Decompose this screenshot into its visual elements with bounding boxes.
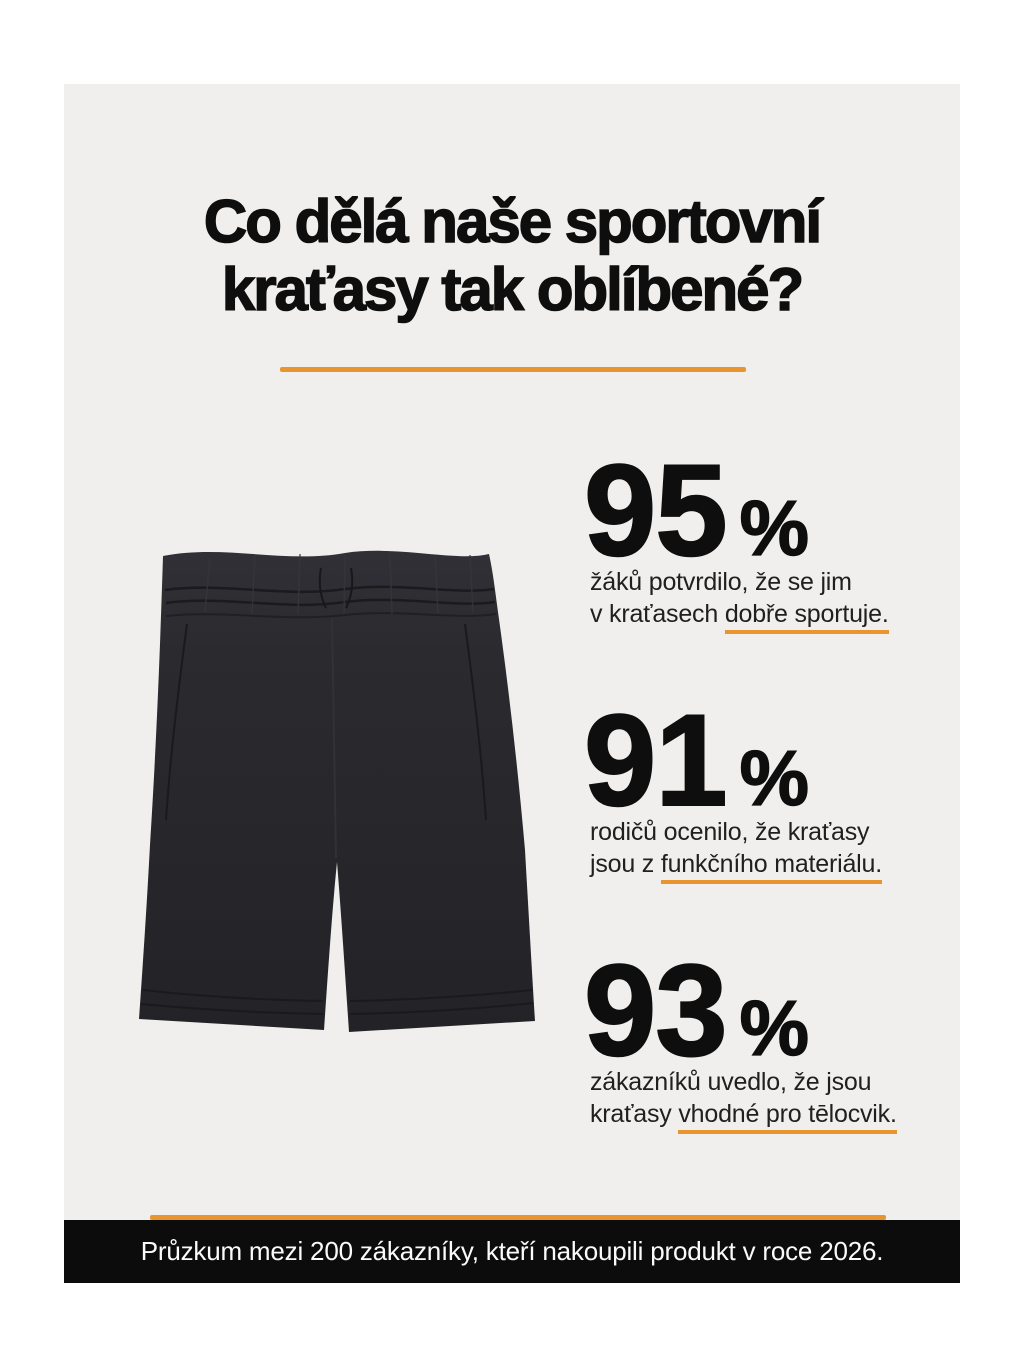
stat-3-description (590, 1066, 954, 1130)
stat-block-3 (584, 937, 954, 1128)
stat-3-underlined-phrase: vhodné pro tēlocvik. (678, 1100, 896, 1134)
stat-2-percent-sign: % (739, 734, 808, 822)
stat-2-desc-line-1: rodičů ocenilo, že kraťasy (590, 818, 870, 846)
stat-block-2 (584, 687, 954, 878)
stat-3-desc-line-2 (590, 1098, 954, 1130)
stat-2-description (590, 816, 954, 880)
shorts-image (135, 540, 540, 1040)
title-line-2: kraťasy tak oblíbené? (221, 256, 803, 323)
footer-divider-line (150, 1215, 886, 1220)
stat-2-value: 91 (584, 687, 727, 833)
page-title (64, 188, 960, 324)
title-divider-line (280, 367, 746, 372)
survey-note: Průzkum mezi 200 zákazníky, kteří nakoupili produkt v roce 2026. (140, 1236, 884, 1266)
stat-1-desc-plain: v kraťasech (590, 600, 725, 628)
stat-1-underlined-phrase: dobře sportuje. (725, 600, 889, 634)
title-line-1: Co dělá naše sportovní (203, 188, 821, 255)
stat-block-1 (584, 437, 954, 628)
product-photo-shorts (135, 540, 540, 1040)
stat-2-underlined-phrase: funkčního materiálu. (661, 850, 882, 884)
stat-1-value: 95 (584, 437, 727, 583)
stat-1-desc-line-2 (590, 598, 954, 630)
stat-1-desc-line-1: žáků potvrdilo, že se jim (590, 568, 852, 596)
stat-3-value: 93 (584, 937, 727, 1083)
stat-1-description (590, 566, 954, 630)
footer-bar (64, 1220, 960, 1283)
stat-3-desc-plain: kraťasy (590, 1100, 679, 1128)
stat-1-percent-sign: % (739, 484, 808, 572)
infographic-card (64, 84, 960, 1283)
stat-2-desc-line-2 (590, 848, 954, 880)
stat-3-desc-line-1: zákazníků uvedlo, že jsou (590, 1068, 872, 1096)
stat-2-desc-plain: jsou z (590, 850, 661, 878)
stat-3-percent-sign: % (739, 984, 808, 1072)
